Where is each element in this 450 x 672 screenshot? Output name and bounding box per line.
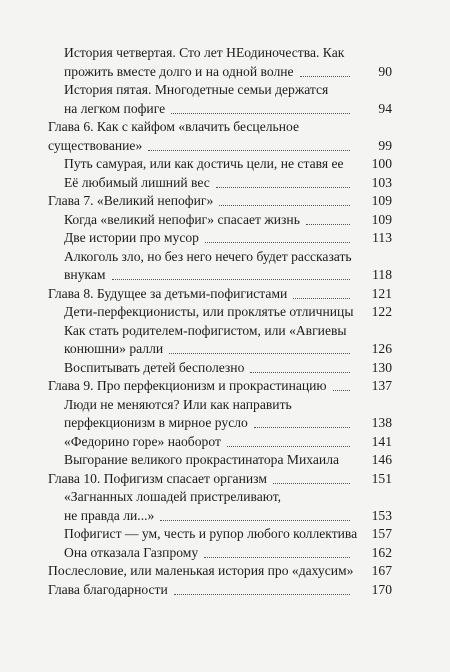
dot-leader — [148, 150, 350, 151]
dot-leader — [306, 224, 350, 225]
toc-page-number: 138 — [371, 415, 392, 430]
toc-section-line: Две истории про мусор — [64, 230, 199, 245]
toc-section-line: Как стать родителем-пофигистом, или «Авгиевы — [64, 322, 347, 338]
toc-chapter-line: существование» — [48, 137, 143, 153]
toc-section-line: История пятая. Многодетные семьи держатся — [64, 82, 329, 97]
toc-section-line: Выгорание великого прокрастинатора Михаила — [64, 452, 340, 467]
toc-page-number: 151 — [371, 470, 392, 486]
toc-section-line: Воспитывать детей бесполезно — [64, 359, 245, 375]
dot-leader — [254, 427, 350, 428]
toc-page-number: 94 — [378, 100, 392, 116]
toc-section-line: на легком пофиге — [64, 100, 166, 116]
toc-section-line: Пофигист — ум, честь и рупор любого коллектива — [64, 526, 358, 541]
toc-page-number: 130 — [371, 359, 392, 375]
toc-page-number: 113 — [372, 230, 392, 245]
toc-page-number: 109 — [371, 193, 392, 208]
toc-section-line: перфекционизм в мирное русло — [64, 415, 248, 430]
toc-page-number: 153 — [371, 507, 392, 523]
dot-leader — [227, 446, 350, 447]
toc-page-number: 100 — [371, 156, 392, 171]
dot-leader — [205, 242, 350, 243]
toc-page-number: 141 — [371, 433, 392, 449]
toc-page-number: 99 — [378, 137, 392, 153]
toc-section-line: «Федорино горе» наоборот — [64, 433, 221, 449]
toc-page-number: 109 — [371, 211, 392, 227]
toc-page-number: 118 — [372, 267, 392, 282]
dot-leader — [333, 390, 350, 391]
dot-leader — [169, 353, 350, 354]
toc-section-line: Она отказала Газпрому — [64, 544, 199, 560]
toc-page-number: 157 — [371, 526, 392, 541]
dot-leader — [273, 483, 350, 484]
toc-section-line: Алкоголь зло, но без него нечего будет рассказать — [64, 248, 352, 264]
dot-leader — [293, 298, 350, 299]
toc-page-number: 162 — [371, 544, 392, 560]
toc-chapter-line: Глава благодарности — [48, 581, 168, 597]
dot-leader — [250, 372, 350, 373]
toc-section-line: Её любимый лишний вес — [64, 174, 210, 190]
toc-section-line: Дети-перфекционисты, или проклятье отличницы — [64, 304, 354, 319]
toc-chapter-line: Глава 6. Как с кайфом «влачить бесцельное — [48, 119, 299, 134]
toc-page-number: 122 — [371, 304, 392, 319]
toc-section-line: Люди не меняются? Или как направить — [64, 396, 292, 412]
toc-page-number: 121 — [371, 285, 392, 301]
toc-chapter-line: Глава 10. Пофигизм спасает организм — [48, 470, 267, 486]
dot-leader — [216, 187, 350, 188]
toc-chapter-line: Глава 7. «Великий непофиг» — [48, 193, 214, 208]
toc-page-number: 146 — [371, 452, 392, 467]
toc-section-line: История четвертая. Сто лет НЕодиночества. Как — [64, 45, 345, 60]
toc-section-line: Путь самурая, или как достичь цели, не ставя ее — [64, 156, 344, 171]
dot-leader — [174, 594, 350, 595]
toc-section-line: конюшни» ралли — [64, 341, 164, 356]
toc-page-number: 167 — [371, 563, 392, 578]
toc-section-line: «Загнанных лошадей пристреливают, — [64, 489, 282, 504]
toc-chapter-line: Глава 8. Будущее за детьми-пофигистами — [48, 285, 288, 301]
toc-chapter-line: Послесловие, или маленькая история про «дахусим» — [48, 563, 354, 578]
toc-section-line: не правда ли...» — [64, 507, 155, 523]
toc-section-line: внукам — [64, 267, 106, 282]
toc-page-number: 170 — [371, 581, 392, 597]
toc-page-number: 90 — [378, 63, 392, 79]
toc-section-line: Когда «великий непофиг» спасает жизнь — [64, 211, 300, 227]
toc-page-number: 126 — [371, 341, 392, 356]
dot-leader — [219, 205, 350, 206]
toc-page-number: 137 — [371, 378, 392, 393]
toc-page-number: 103 — [371, 174, 392, 190]
dot-leader — [112, 279, 350, 280]
toc-section-line: прожить вместе долго и на одной волне — [64, 63, 294, 79]
dot-leader — [300, 76, 350, 77]
dot-leader — [160, 520, 350, 521]
dot-leader — [204, 557, 350, 558]
toc-chapter-line: Глава 9. Про перфекционизм и прокрастинацию — [48, 378, 327, 393]
dot-leader — [171, 113, 350, 114]
